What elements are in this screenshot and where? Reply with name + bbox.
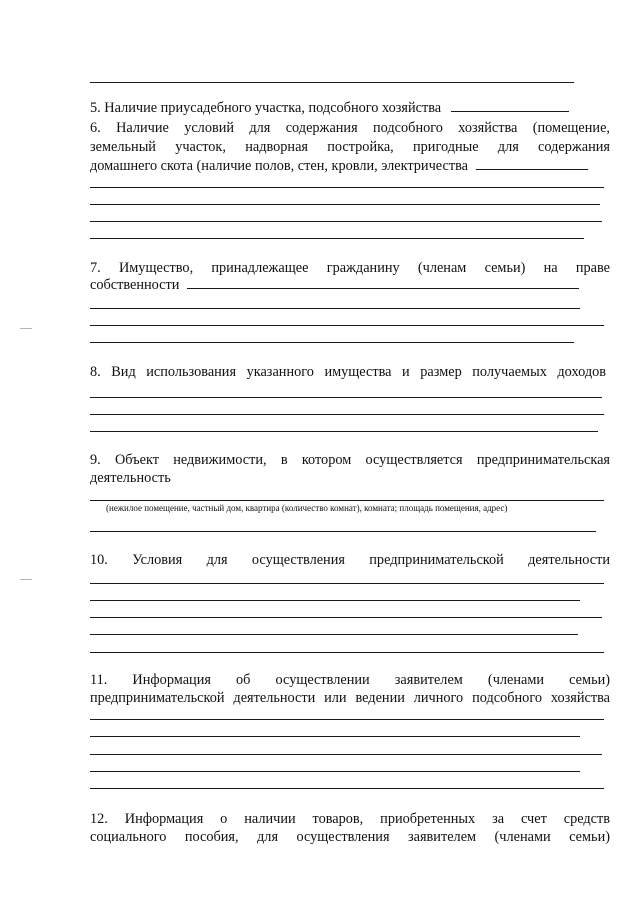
section-12-line-2: социального пособия, для осуществления заявителем (членами семьи) [90,829,610,845]
section-5-label: 5. Наличие приусадебного участка, подсобного хозяйства [90,100,442,116]
section-5-field[interactable] [451,99,569,112]
blank-line[interactable] [90,308,580,309]
section-6-line-2: земельный участок, надворная постройка, пригодные для содержания [90,139,610,155]
margin-mark: ––– [20,574,32,583]
section-7-line-2 [90,276,579,294]
blank-line[interactable] [90,736,580,737]
blank-line[interactable] [90,634,578,635]
blank-line[interactable] [90,414,604,415]
blank-line[interactable] [90,500,604,501]
section-9-hint: (нежилое помещение, частный дом, квартира (количество комнат), комната; площадь помещения, адрес) [106,503,508,513]
section-6-line-3-label: домашнего скота (наличие полов, стен, кровли, электричества [90,158,468,174]
blank-line[interactable] [90,617,602,618]
section-8-line-1: 8. Вид использования указанного имущества и размер получаемых доходов [90,364,606,380]
section-7-line-2-label: собственности [90,277,180,293]
section-6-line-1: 6. Наличие условий для содержания подсобного хозяйства (помещение, [90,120,610,136]
blank-line[interactable] [90,652,604,653]
section-9-line-1: 9. Объект недвижимости, в котором осуществляется предпринимательская [90,452,610,468]
blank-line[interactable] [90,583,604,584]
section-6-line-3 [90,157,588,175]
blank-line[interactable] [90,204,600,205]
blank-line[interactable] [90,719,604,720]
section-5 [90,99,569,117]
blank-line[interactable] [90,342,574,343]
blank-line[interactable] [90,238,584,239]
blank-line[interactable] [90,531,596,532]
blank-line[interactable] [90,325,604,326]
blank-line[interactable] [90,187,604,188]
section-11-line-1: 11. Информация об осуществлении заявителем (членами семьи) [90,672,610,688]
blank-line[interactable] [90,754,602,755]
section-6-field[interactable] [476,157,588,170]
section-11-line-2: предпринимательской деятельности или ведении личного подсобного хозяйства [90,690,610,706]
blank-line[interactable] [90,788,604,789]
section-7-field[interactable] [187,276,579,289]
section-9-line-2: деятельность [90,470,171,486]
blank-line[interactable] [90,600,580,601]
margin-mark: ––– [20,323,32,332]
blank-line[interactable] [90,221,602,222]
blank-line[interactable] [90,82,574,83]
blank-line[interactable] [90,397,602,398]
section-7-line-1: 7. Имущество, принадлежащее гражданину (членам семьи) на праве [90,260,610,276]
section-12-line-1: 12. Информация о наличии товаров, приобретенных за счет средств [90,811,610,827]
blank-line[interactable] [90,771,580,772]
section-10-line-1: 10. Условия для осуществления предпринимательской деятельности [90,552,610,568]
blank-line[interactable] [90,431,598,432]
